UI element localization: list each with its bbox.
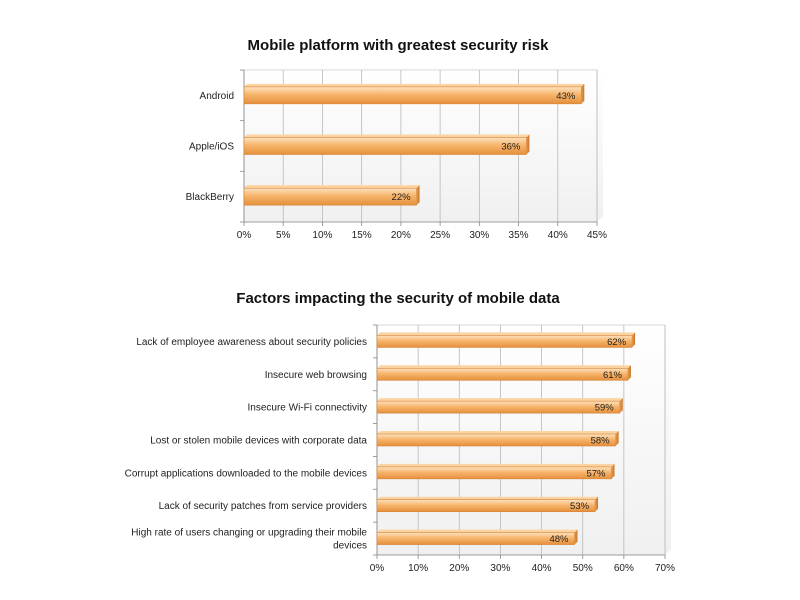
x-tick-label: 0% xyxy=(236,230,252,241)
category-label: Lack of security patches from service providers xyxy=(158,501,367,513)
bar-end-face xyxy=(581,84,584,104)
bar-top-face xyxy=(377,497,598,500)
category-label: Insecure Wi-Fi connectivity xyxy=(247,402,367,414)
x-tick-label: 10% xyxy=(312,230,333,241)
chart-2-plot-area xyxy=(125,319,675,574)
x-tick-label: 20% xyxy=(390,230,411,241)
bar-front-face xyxy=(377,434,616,446)
x-tick-label: 40% xyxy=(547,230,568,241)
x-tick-label: 40% xyxy=(531,563,552,574)
x-tick-label: 25% xyxy=(430,230,451,241)
bar-front-face xyxy=(377,500,595,512)
x-tick-label: 20% xyxy=(449,563,470,574)
x-tick-label: 10% xyxy=(408,563,429,574)
bar-front-face xyxy=(377,533,574,545)
chart-1-title: Mobile platform with greatest security risk xyxy=(247,37,549,54)
chart-2-title: Factors impacting the security of mobile data xyxy=(236,290,560,307)
bar-front-face xyxy=(377,467,612,479)
category-label: Android xyxy=(199,90,234,102)
x-tick-label: 15% xyxy=(351,230,372,241)
chart-platform-risk xyxy=(186,37,607,241)
x-tick-label: 70% xyxy=(654,563,676,574)
bar-top-face xyxy=(377,365,631,368)
bar-value-label: 62% xyxy=(607,336,627,348)
category-label: Insecure web browsing xyxy=(264,369,367,381)
category-label: BlackBerry xyxy=(185,192,234,204)
x-tick-label: 0% xyxy=(369,563,385,574)
bar-front-face xyxy=(244,138,526,155)
x-tick-label: 60% xyxy=(613,563,634,574)
bar xyxy=(377,497,598,512)
bar-top-face xyxy=(244,84,584,87)
category-label: Lost or stolen mobile devices with corporate data xyxy=(150,435,367,447)
bar-top-face xyxy=(244,185,420,188)
category-label: Lack of employee awareness about security policies xyxy=(136,336,367,348)
chart-security-factors xyxy=(125,290,675,574)
bar-end-face xyxy=(526,135,529,155)
bar xyxy=(244,135,529,155)
x-tick-label: 45% xyxy=(586,230,608,241)
bar-value-label: 57% xyxy=(586,468,606,480)
bar xyxy=(377,431,619,446)
bar-value-label: 43% xyxy=(556,90,576,102)
x-tick-label: 30% xyxy=(469,230,490,241)
bar-value-label: 53% xyxy=(570,501,590,513)
bar-value-label: 36% xyxy=(501,141,521,153)
bar xyxy=(377,464,615,479)
bar xyxy=(377,530,577,545)
bar xyxy=(377,365,631,380)
bar-front-face xyxy=(377,401,620,413)
category-label: High rate of users changing or upgrading their mobile xyxy=(131,527,367,539)
bar-top-face xyxy=(377,398,623,401)
bar-top-face xyxy=(377,464,615,467)
category-label: devices xyxy=(333,540,367,552)
bar-value-label: 48% xyxy=(549,534,569,546)
x-tick-label: 35% xyxy=(508,230,529,241)
bar-top-face xyxy=(377,431,619,434)
bar-front-face xyxy=(377,335,632,347)
x-tick-label: 30% xyxy=(490,563,511,574)
bar-top-face xyxy=(377,530,577,533)
category-label: Apple/iOS xyxy=(188,141,234,153)
bar-front-face xyxy=(377,368,628,380)
bar-value-label: 59% xyxy=(594,402,614,414)
bar-front-face xyxy=(244,87,581,104)
chart-1-plot-area xyxy=(186,64,607,241)
category-label: Corrupt applications downloaded to the mobile devices xyxy=(124,468,367,480)
bar xyxy=(244,84,584,104)
bar xyxy=(377,332,635,347)
bar-value-label: 61% xyxy=(602,369,622,381)
bar-value-label: 58% xyxy=(590,435,610,447)
x-tick-label: 5% xyxy=(275,230,291,241)
bar-top-face xyxy=(244,135,529,138)
bar xyxy=(377,398,623,413)
bar-top-face xyxy=(377,332,635,335)
bar-value-label: 22% xyxy=(391,192,411,204)
x-tick-label: 50% xyxy=(572,563,593,574)
bar-end-face xyxy=(417,185,420,205)
